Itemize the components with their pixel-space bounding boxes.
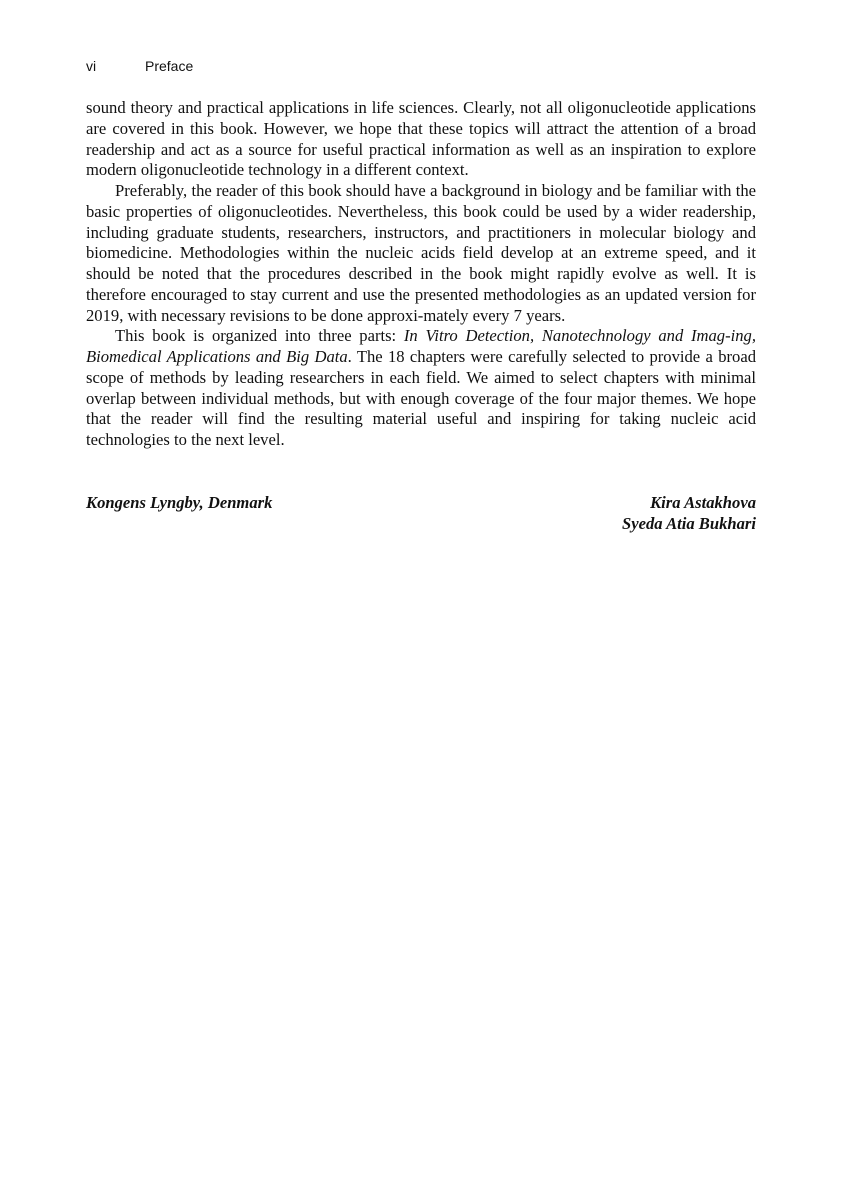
author-name: Syeda Atia Bukhari	[621, 514, 756, 533]
paragraph-readership: Preferably, the reader of this book should have a background in biology and be familiar with the basic properties of oligonucleotides. Nevertheless, this book could be used by a wider readership, including graduate students, researchers, instructors, and practitioners in molecular biology and biomedicine. Methodologies within the nucleic acids field develop at an extreme speed, and it should be noted that the procedures described in the book might rapidly evolve as well. It is therefore encouraged to stay current and use the presented methodologies as an updated version for 2019, with necessary revisions to be done approxi-mately every 7 years.	[86, 181, 756, 325]
preface-body	[86, 98, 756, 451]
organization-rest: . The 18 chapters were carefully selected to provide a broad scope of methods by leading researchers in each field. We aimed to select chapters with minimal overlap between individual methods, but with enough coverage of the four major themes. We hope that the reader will find the resulting material useful and inspiring for taking nucleic acid technologies to the next level.	[86, 347, 756, 449]
signature-authors	[622, 492, 756, 534]
organization-lead: This book is organized into three parts:	[115, 326, 404, 346]
running-head	[86, 58, 193, 74]
paragraph-organization	[86, 326, 756, 451]
running-title: Preface	[145, 58, 194, 74]
author-name: Kira Astakhova	[650, 493, 756, 512]
paragraph-continued: sound theory and practical applications in life sciences. Clearly, not all oligonucleotide applications are covered in this book. However, we hope that these topics will attract the attention of a broad readership and act as a source for useful practical information as well as an inspiration to explore modern oligonucleotide technology in a different context.	[86, 98, 756, 180]
signature-place: Kongens Lyngby, Denmark	[86, 493, 273, 512]
page-number: vi	[86, 58, 97, 74]
part-titles: In Vitro Detection, Nanotechnology and Imag-ing, Biomedical Applications and Big Data	[86, 326, 756, 366]
